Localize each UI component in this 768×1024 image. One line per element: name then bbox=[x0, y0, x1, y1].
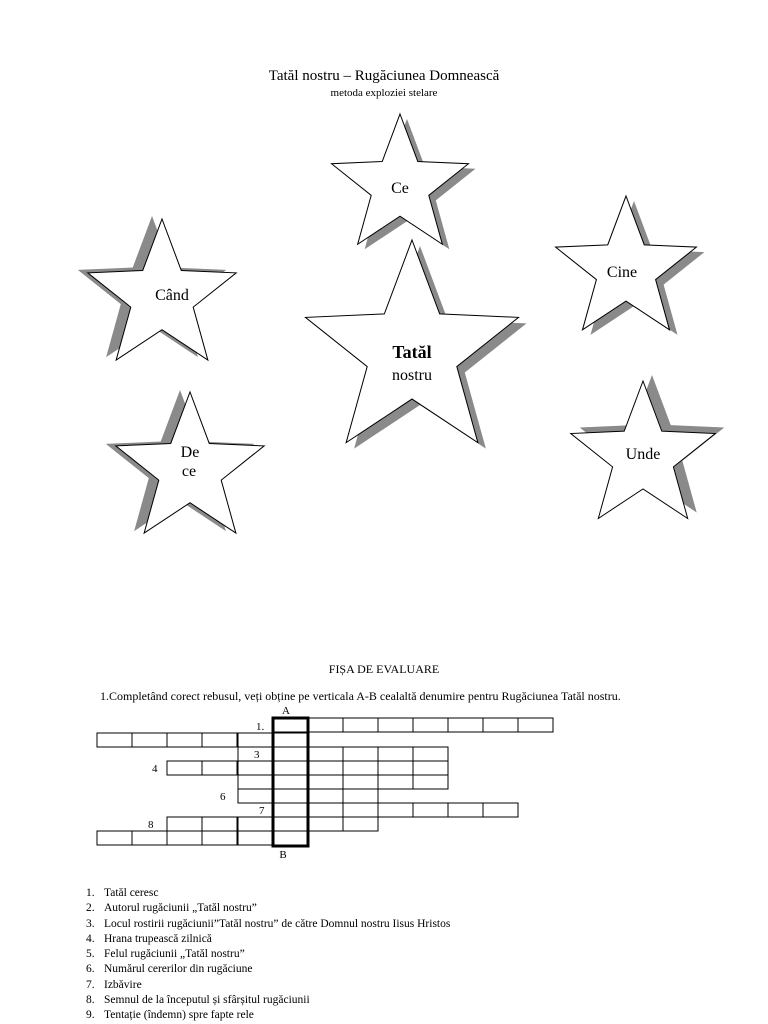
star-de-ce-line1: De bbox=[180, 444, 200, 461]
crossword-cell[interactable] bbox=[97, 831, 132, 845]
crossword-cell[interactable] bbox=[273, 789, 308, 803]
crossword-cell[interactable] bbox=[343, 803, 378, 817]
crossword-cell[interactable] bbox=[413, 775, 448, 789]
clue-item bbox=[86, 932, 450, 947]
crossword-cell[interactable] bbox=[202, 817, 237, 831]
crossword-cell[interactable] bbox=[343, 747, 378, 761]
crossword-cell[interactable] bbox=[308, 803, 343, 817]
crossword-cell[interactable] bbox=[238, 775, 273, 789]
clue-item bbox=[86, 978, 450, 993]
clue-item bbox=[86, 962, 450, 977]
crossword-cell[interactable] bbox=[483, 803, 518, 817]
crossword-cell[interactable] bbox=[343, 817, 378, 831]
star-unde-label: Unde bbox=[625, 446, 661, 463]
crossword-cell[interactable] bbox=[378, 718, 413, 732]
crossword-cell[interactable] bbox=[343, 775, 378, 789]
crossword-cell[interactable] bbox=[483, 718, 518, 732]
crossword-cell[interactable] bbox=[308, 789, 343, 803]
crossword-cell[interactable] bbox=[273, 831, 308, 845]
page-subtitle: metoda exploziei stelare bbox=[330, 87, 438, 99]
clue-text: Autorul rugăciunii „Tatăl nostru” bbox=[104, 902, 257, 915]
page-title: Tatăl nostru – Rugăciunea Domnească bbox=[268, 68, 500, 84]
crossword-cell[interactable] bbox=[167, 761, 202, 775]
clue-number: 4. bbox=[86, 932, 95, 945]
crossword-cell[interactable] bbox=[238, 733, 273, 747]
clue-text: Felul rugăciunii „Tatăl nostru” bbox=[104, 948, 245, 961]
crossword-cell[interactable] bbox=[518, 718, 553, 732]
crossword-cell[interactable] bbox=[343, 718, 378, 732]
star-center-line1: Tatăl bbox=[392, 342, 432, 362]
crossword-cell[interactable] bbox=[448, 803, 483, 817]
clue-text: Locul rostirii rugăciunii”Tatăl nostru” de către Domnul nostru Iisus Hristos bbox=[104, 917, 451, 930]
clue-list bbox=[86, 886, 450, 1024]
crossword-cell[interactable] bbox=[343, 761, 378, 775]
row-label-6: 6 bbox=[220, 791, 226, 803]
crossword-cell[interactable] bbox=[378, 747, 413, 761]
clue-number: 9. bbox=[86, 1009, 95, 1022]
clue-number: 7. bbox=[86, 978, 95, 991]
clue-text: Hrana trupească zilnică bbox=[104, 932, 212, 945]
crossword-cell[interactable] bbox=[413, 718, 448, 732]
crossword-cell[interactable] bbox=[167, 817, 202, 831]
row-label-8: 8 bbox=[148, 819, 154, 831]
crossword-cell[interactable] bbox=[378, 775, 413, 789]
clue-number: 1. bbox=[86, 887, 95, 899]
crossword-cell[interactable] bbox=[378, 803, 413, 817]
clue-number: 2. bbox=[86, 902, 95, 915]
clue-text: Numărul cererilor din rugăciune bbox=[104, 963, 253, 976]
clue-item bbox=[86, 993, 450, 1008]
row-label-3: 3 bbox=[254, 749, 260, 761]
clue-text: Tentație (îndemn) spre fapte rele bbox=[104, 1009, 254, 1022]
crossword-cell[interactable] bbox=[273, 817, 308, 831]
crossword-cell[interactable] bbox=[202, 761, 237, 775]
crossword-cell[interactable] bbox=[132, 733, 167, 747]
evaluation-instruction: 1.Completând corect rebusul, veți obține pe verticala A-B cealaltă denumire pentru Rugăciunea Tatăl nostru. bbox=[100, 689, 621, 703]
row-label-1: 1. bbox=[256, 721, 265, 733]
crossword-cell[interactable] bbox=[413, 747, 448, 761]
clue-text: Izbăvire bbox=[104, 978, 142, 991]
crossword-cell[interactable] bbox=[308, 747, 343, 761]
crossword-cell[interactable] bbox=[132, 831, 167, 845]
crossword-cell[interactable] bbox=[167, 831, 202, 845]
crossword-cell[interactable] bbox=[413, 761, 448, 775]
label-a: A bbox=[282, 705, 290, 717]
crossword-cell[interactable] bbox=[273, 775, 308, 789]
star-ce-label: Ce bbox=[391, 180, 409, 197]
label-b: B bbox=[279, 849, 287, 861]
row-label-7: 7 bbox=[259, 805, 265, 817]
crossword-cell[interactable] bbox=[238, 817, 273, 831]
crossword-cell[interactable] bbox=[167, 733, 202, 747]
clue-item bbox=[86, 901, 450, 916]
crossword-cell[interactable] bbox=[378, 761, 413, 775]
crossword-cell[interactable] bbox=[238, 789, 273, 803]
clue-item bbox=[86, 917, 450, 932]
crossword-cell[interactable] bbox=[308, 775, 343, 789]
crossword-cell[interactable] bbox=[273, 747, 308, 761]
star-center-line2: nostru bbox=[392, 367, 432, 384]
evaluation-title: FIȘA DE EVALUARE bbox=[328, 662, 440, 676]
crossword-cell[interactable] bbox=[273, 761, 308, 775]
clue-text: Tatăl ceresc bbox=[104, 887, 159, 899]
clue-number: 3. bbox=[86, 917, 95, 930]
star-cine-label: Cine bbox=[606, 264, 638, 281]
star-cand-label: Când bbox=[155, 287, 189, 304]
crossword-cell[interactable] bbox=[273, 733, 308, 747]
crossword-cell[interactable] bbox=[238, 761, 273, 775]
crossword-cell[interactable] bbox=[308, 761, 343, 775]
crossword-cells bbox=[97, 718, 553, 845]
clue-item bbox=[86, 947, 450, 962]
crossword-cell[interactable] bbox=[343, 789, 378, 803]
row-label-4: 4 bbox=[152, 763, 158, 775]
star-de-ce-line2: ce bbox=[181, 463, 197, 480]
clue-number: 6. bbox=[86, 963, 95, 976]
crossword-cell[interactable] bbox=[308, 817, 343, 831]
clue-number: 8. bbox=[86, 994, 95, 1007]
clue-number: 5. bbox=[86, 948, 95, 961]
crossword-cell[interactable] bbox=[413, 803, 448, 817]
crossword-cell[interactable] bbox=[448, 718, 483, 732]
crossword-cell[interactable] bbox=[97, 733, 132, 747]
clue-text: Semnul de la începutul și sfârșitul rugăciunii bbox=[104, 994, 310, 1007]
crossword-cell[interactable] bbox=[202, 733, 237, 747]
clue-item bbox=[86, 886, 450, 901]
crossword-cell[interactable] bbox=[308, 718, 343, 732]
crossword-cell[interactable] bbox=[273, 718, 308, 732]
crossword-cell[interactable] bbox=[238, 831, 273, 845]
clue-item bbox=[86, 1008, 450, 1023]
crossword-cell[interactable] bbox=[202, 831, 237, 845]
crossword-cell[interactable] bbox=[273, 803, 308, 817]
